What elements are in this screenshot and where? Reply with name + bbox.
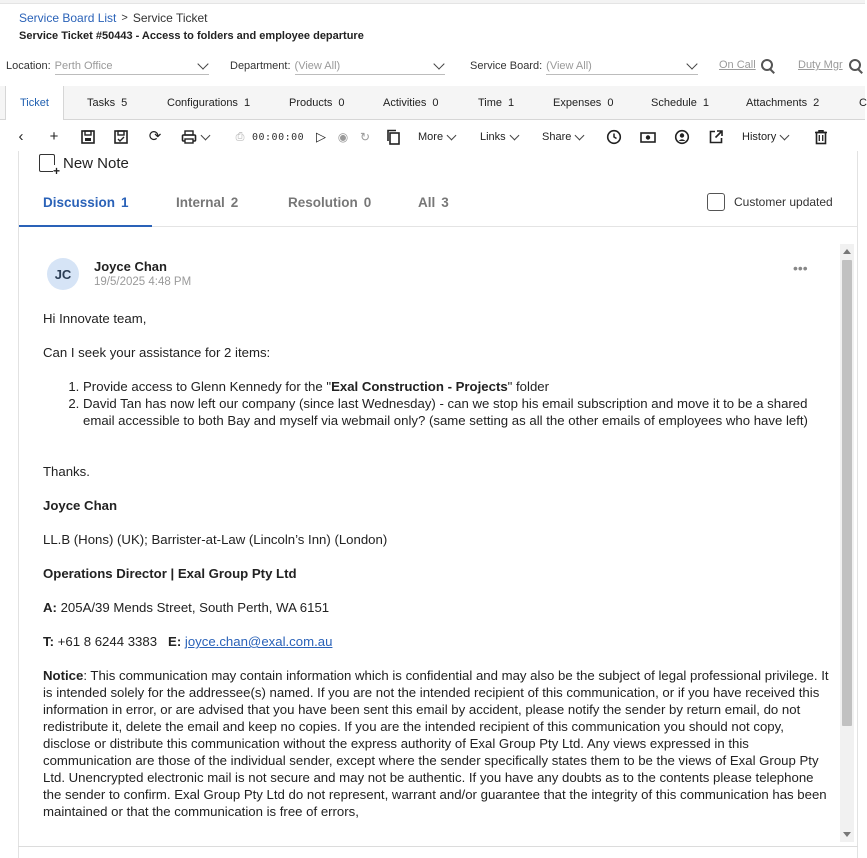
note-scrollbar[interactable] [840, 244, 854, 842]
notice-label: Notice [43, 668, 84, 683]
refresh-icon: ⟳ [148, 128, 162, 145]
tab-configurations[interactable] [167, 86, 250, 119]
clock-icon [606, 129, 622, 145]
timer-play-button[interactable] [313, 128, 329, 146]
location-select[interactable] [55, 57, 209, 75]
ticket-toolbar [0, 122, 865, 152]
discussion-note [19, 245, 839, 855]
tab-label: Attachments [746, 96, 808, 109]
tab-label: Tasks [87, 96, 116, 109]
customer-updated-toggle[interactable] [707, 193, 833, 211]
tab-time[interactable] [478, 86, 514, 119]
share-label: Share [542, 131, 572, 143]
customer-updated-checkbox[interactable] [707, 193, 725, 211]
duty-mgr-link[interactable]: Duty Mgr [798, 59, 843, 71]
thanks: Thanks. [43, 464, 90, 479]
chevron-left-icon: ‹ [18, 128, 24, 145]
divider [18, 846, 858, 847]
timer-reset-button[interactable] [357, 128, 373, 146]
request-list [43, 378, 833, 429]
customer-updated-label: Customer updated [734, 195, 833, 209]
location-label: Location: [6, 60, 51, 72]
chevron-down-icon [509, 130, 519, 140]
refresh-button[interactable] [147, 128, 163, 146]
tab-label: Configurations [167, 96, 238, 109]
save-close-icon [113, 129, 129, 145]
timer-stop-button[interactable] [335, 128, 351, 146]
email-link[interactable]: joyce.chan@exal.com.au [184, 634, 333, 649]
clock-button[interactable] [606, 128, 622, 146]
save-icon [80, 129, 96, 145]
subtab-count: 2 [230, 195, 239, 210]
department-value: (View All) [294, 59, 341, 72]
address-label: A: [43, 600, 57, 615]
service-board-select[interactable] [546, 57, 698, 75]
item-text: " folder [507, 379, 550, 394]
signature-qualifications: LL.B (Hons) (UK); Barrister-at-Law (Lincoln’s Inn) (London) [43, 532, 388, 547]
page-title: Service Ticket #50443 - Access to folders and employee departure [19, 30, 364, 42]
breadcrumb-service-board-list[interactable]: Service Board List [19, 11, 117, 25]
reset-icon: ↻ [359, 130, 371, 144]
print-icon [181, 129, 197, 145]
email-label: E: [168, 634, 182, 649]
back-button[interactable] [13, 128, 29, 146]
address-value: 205A/39 Mends Street, South Perth, WA 6151 [60, 600, 330, 615]
tab-count: 1 [508, 96, 515, 109]
timer-value: 00:00:00 [252, 131, 305, 143]
tab-count: 0 [432, 96, 439, 109]
tab-internal[interactable] [176, 195, 238, 210]
tab-count: 2 [813, 96, 820, 109]
ticket-tabs [0, 86, 865, 120]
breadcrumb [19, 11, 208, 25]
tab-ticket[interactable] [5, 86, 64, 120]
breadcrumb-current: Service Ticket [132, 11, 208, 25]
service-board-value: (View All) [546, 59, 592, 72]
chevron-down-icon [686, 58, 697, 69]
print-button[interactable] [181, 128, 209, 146]
share-menu[interactable] [542, 128, 583, 146]
list-item [83, 378, 833, 395]
chevron-down-icon [433, 58, 444, 69]
breadcrumb-separator: > [121, 12, 128, 24]
timer-control [232, 128, 304, 146]
signature-address [43, 599, 833, 616]
links-label: Links [480, 131, 506, 143]
active-tab-indicator [19, 225, 152, 227]
new-note-button[interactable] [39, 154, 129, 172]
chevron-down-icon [575, 130, 585, 140]
tab-label: Activities [383, 96, 427, 109]
tab-count: 0 [338, 96, 345, 109]
tab-attachments[interactable] [746, 86, 819, 119]
note-options-icon[interactable]: ••• [793, 260, 808, 276]
links-menu[interactable] [480, 128, 518, 146]
chevron-down-icon [201, 130, 211, 140]
subtab-label: Internal [176, 195, 225, 210]
more-menu[interactable] [418, 128, 455, 146]
tab-schedule[interactable] [651, 86, 709, 119]
notice-text: : This communication may contain information which is confidential and may also be the subject of legal professional privilege. It is intended solely for the addressee(s) named. If you are not the intended recipient of this communication, or if you have received this information in error, or are advised that you have been sent this email by accident, please notify the sender by return email, do not redistribute it, delete the email and keep no copies. If you are the intended recipient of this communication you should not copy, disclose or distribute this communication without the express authority of Exal Group Pty Ltd. Any views expressed in this communication are those of the individual sender, except where the sender specifically states them to be the views of Exal Group Pty Ltd. Unencrypted electronic mail is not secure and may not be authentic. If you have any doubts as to the contents please telephone the sender to confirm. Exal Group Pty Ltd do not represent, warrant and/or guarantee that the integrity of this communication has been maintained or that the communication is free of errors, [43, 668, 829, 819]
service-board-filter [470, 56, 698, 76]
open-external-button[interactable] [708, 128, 724, 146]
department-filter [230, 56, 445, 76]
filter-bar [0, 56, 865, 78]
new-button[interactable] [46, 128, 62, 146]
external-link-icon [708, 129, 724, 145]
subtab-count: 1 [121, 195, 129, 210]
tab-tasks[interactable] [87, 86, 127, 119]
save-button[interactable] [80, 128, 96, 146]
service-board-label: Service Board: [470, 60, 543, 72]
trash-icon [813, 129, 829, 145]
play-circle-icon: ▷ [316, 129, 326, 144]
on-call-link[interactable]: On Call [719, 59, 756, 71]
list-item: 2. David Tan has now left our company (since last Wednesday) - can we stop his email subscription and move it to be a shared email accessible to both Bay and myself via webmail only? (same setting as all the other emails of employees who have left) [83, 395, 833, 429]
notes-panel [18, 151, 858, 858]
stop-circle-icon: ◉ [337, 130, 349, 144]
tel-label: T: [43, 634, 54, 649]
chevron-down-icon [447, 130, 457, 140]
tab-products[interactable] [289, 86, 345, 119]
tab-resolution[interactable] [288, 195, 371, 210]
location-value: Perth Office [54, 59, 113, 72]
expense-button[interactable] [640, 128, 656, 146]
delete-button[interactable] [813, 128, 829, 146]
department-label: Department: [230, 60, 291, 72]
subtab-count: 0 [363, 195, 372, 210]
signature-role: Operations Director | Exal Group Pty Ltd [43, 566, 297, 581]
note-body [43, 310, 833, 820]
note-tabs [19, 187, 857, 227]
save-and-close-button[interactable] [113, 128, 129, 146]
top-strip [0, 0, 865, 4]
location-filter [6, 56, 209, 76]
new-note-label: New Note [63, 154, 129, 172]
tab-label: Time [478, 96, 503, 109]
money-icon [640, 129, 656, 145]
tab-discussion[interactable] [43, 195, 129, 210]
contact-button[interactable] [674, 128, 690, 146]
greeting: Hi Innovate team, [43, 311, 147, 326]
history-menu[interactable] [742, 128, 788, 146]
user-circle-icon [674, 129, 690, 145]
scroll-thumb[interactable] [842, 260, 852, 726]
tab-count: 1 [702, 96, 709, 109]
copy-button[interactable] [385, 128, 401, 146]
signature-name: Joyce Chan [43, 498, 118, 513]
tab-label: Schedule [651, 96, 697, 109]
tab-all[interactable] [418, 195, 449, 210]
tab-label: C [859, 96, 867, 109]
subtab-label: Resolution [288, 195, 358, 210]
tab-label: Expenses [553, 96, 602, 109]
new-note-icon [39, 154, 55, 172]
subtab-label: Discussion [43, 195, 116, 210]
note-date: 19/5/2025 4:48 PM [94, 276, 192, 288]
search-icon[interactable] [849, 59, 862, 72]
intro: Can I seek your assistance for 2 items: [43, 345, 271, 360]
tab-label: Products [289, 96, 333, 109]
chevron-down-icon [197, 58, 208, 69]
subtab-count: 3 [441, 195, 449, 210]
folder-name: Exal Construction - Projects [331, 379, 508, 394]
tab-count: 1 [243, 96, 251, 109]
more-label: More [418, 131, 444, 143]
tel-value: +61 8 6244 3383 [57, 634, 158, 649]
department-select[interactable] [295, 57, 445, 75]
tab-expenses[interactable] [553, 86, 613, 119]
subtab-label: All [418, 195, 436, 210]
tab-overflow[interactable] [859, 86, 867, 119]
tab-count: 0 [607, 96, 614, 109]
scroll-up-icon[interactable] [843, 249, 851, 254]
history-label: History [742, 131, 777, 143]
copy-icon [385, 129, 401, 145]
timer-doc-icon: ⎙ [235, 131, 245, 143]
signature-contact [43, 633, 833, 650]
legal-notice [43, 667, 833, 820]
scroll-down-icon[interactable] [843, 832, 851, 837]
tab-label: Ticket [20, 97, 49, 109]
tab-count: 5 [121, 96, 128, 109]
chevron-down-icon [780, 130, 790, 140]
avatar: JC [47, 258, 79, 290]
tab-activities[interactable] [383, 86, 439, 119]
plus-icon: + [49, 128, 59, 145]
note-author: Joyce Chan [94, 259, 167, 274]
search-icon[interactable] [761, 59, 774, 72]
item-text: Provide access to Glenn Kennedy for the " [83, 379, 332, 394]
